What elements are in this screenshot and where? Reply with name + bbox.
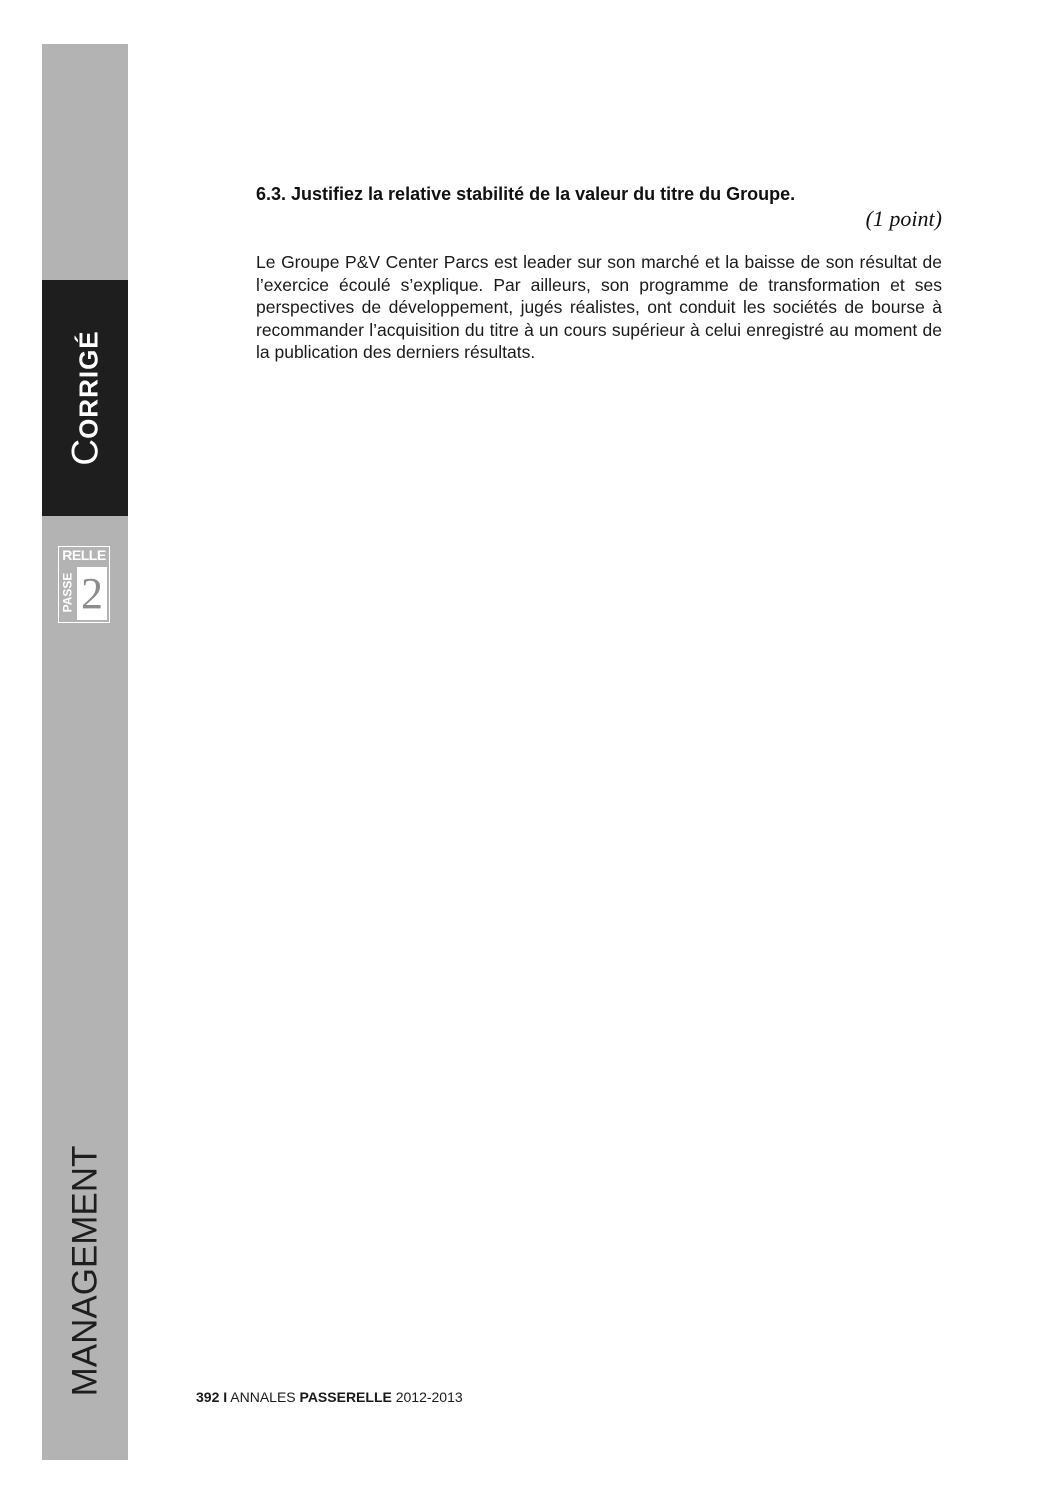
section-label-initial: C (64, 438, 106, 466)
page-number: 392 (196, 1389, 220, 1405)
section-tab (42, 280, 128, 516)
footer-prefix: ANNALES (230, 1389, 296, 1405)
main-content (256, 183, 942, 364)
question-heading: 6.3. Justifiez la relative stabilité de la valeur du titre du Groupe. (256, 184, 796, 204)
footer-brand: PASSERELLE (299, 1389, 392, 1405)
section-label (64, 330, 106, 466)
answer-paragraph: Le Groupe P&V Center Parcs est leader sur son marché et la baisse de son résultat de l’exercice écoulé s’explique. Par ailleurs, son programme de transformation et ses perspectives de développement, jugés réalistes, ont conduit les sociétés de bourse à recommander l’acquisition du titre à un cours supérieur à celui enregistré au moment de la publication des derniers résultats. (256, 252, 942, 363)
page-footer (196, 1388, 463, 1406)
side-band (42, 44, 128, 1460)
footer-years: 2012-2013 (395, 1389, 463, 1405)
logo-side-text: PASSE (60, 572, 75, 613)
logo-top-text: RELLE (62, 547, 106, 563)
subject-label: MANAGEMENT (65, 1145, 105, 1397)
section-label-rest: ORRIGÉ (73, 330, 104, 439)
logo-number: 2 (77, 567, 107, 620)
footer-separator: I (223, 1389, 228, 1405)
points-value: (1 point) (865, 206, 942, 231)
passerelle-logo (58, 546, 110, 623)
